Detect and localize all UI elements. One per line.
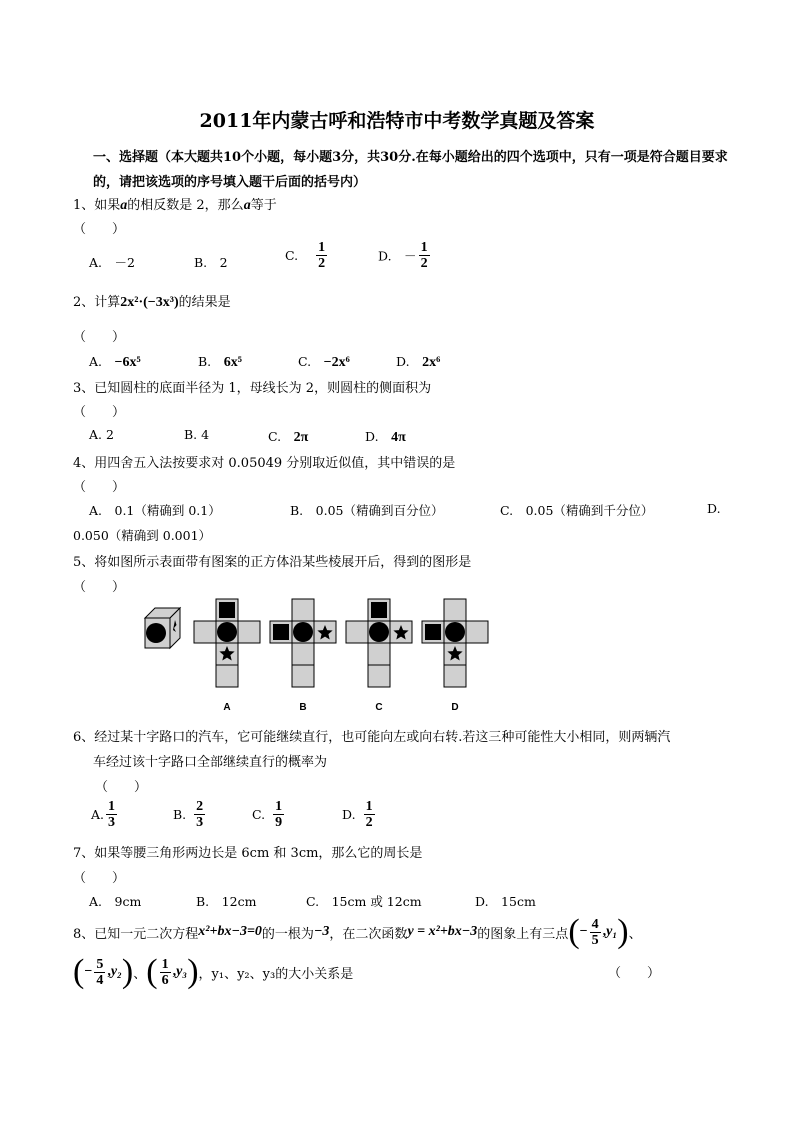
q3-option-c: C. 2π [268,429,309,445]
cube-net-figure [140,596,500,716]
net-c [346,599,412,687]
q2-option-a: A. −6x⁵ [89,354,141,370]
q7-option-c: C. 15cm 或 12cm [306,894,422,909]
question-1: 1、如果a的相反数是 2，那么a等于 [73,198,277,213]
q2-option-c: C. −2x⁶ [298,354,350,370]
answer-paren: （ ） [73,330,126,345]
q2-option-b: B. 6x⁵ [198,354,242,370]
q6-option-c: C. $\frac{1}{9}$ [252,799,283,830]
answer-paren: （ ） [95,780,148,795]
q3-option-a: A. 2 [89,427,114,442]
net-b [270,599,336,687]
point-3: ( $\frac{1}{6}$ , y₃ ) [146,953,199,990]
q1-option-b: B. 2 [194,255,228,270]
answer-paren: （ ） [73,222,126,237]
answer-paren: （ ） [73,871,126,886]
question-3: 3、已知圆柱的底面半径为 1，母线长为 2，则圆柱的侧面积为 [73,381,432,396]
net-d [422,599,488,687]
page-title: 2011年内蒙古呼和浩特市中考数学真题及答案 [199,110,595,132]
figure-label-b: B [299,702,307,713]
q6-option-b: B. $\frac{2}{3}$ [173,799,204,830]
q6-option-d: D. $\frac{1}{2}$ [342,799,373,830]
question-8-line-2: ( − $\frac{5}{4}$ , y₂ ) 、 ( $\frac{1}{6}$ , y₃ ) ，y₁、y₂、y₃的大小关系是 [73,953,354,990]
point-1: ( − $\frac{4}{5}$ , y₁ ) [568,913,629,950]
q1-option-d: D. － $\frac{1}{2}$ [378,240,428,271]
question-8-line-1: 8、已知一元二次方程 x²+bx−3=0 的一根为 −3 ，在二次函数 y = x²+bx−3 的图象上有三点 ( − $\frac{4}{5}$ , y₁ ) 、 [73,913,642,950]
net-a [194,599,260,687]
q4-option-c: C. 0.05（精确到千分位） [500,503,654,518]
q2-option-d: D. 2x⁶ [396,354,441,370]
cube-icon [145,608,180,648]
q7-option-a: A. 9cm [89,894,142,909]
q3-option-b: B. 4 [184,427,210,442]
question-7: 7、如果等腰三角形两边长是 6cm 和 3cm，那么它的周长是 [73,846,423,861]
q4-option-d-text: 0.050（精确到 0.001） [73,528,212,543]
q4-option-d: D. [707,501,721,516]
q7-option-d: D. 15cm [475,894,536,909]
point-2: ( − $\frac{5}{4}$ , y₂ ) [73,953,134,990]
answer-paren: （ ） [73,580,126,595]
answer-paren: （ ） [73,405,126,420]
figure-label-d: D [451,702,459,713]
question-4: 4、用四舍五入法按要求对 0.05049 分别取近似值，其中错误的是 [73,456,456,471]
question-2: 2、计算2x²·(−3x³)的结果是 [73,295,231,310]
q1-option-c: C. $\frac{1}{2}$ [285,240,326,271]
q4-option-a: A. 0.1（精确到 0.1） [89,503,221,518]
q4-option-b: B. 0.05（精确到百分位） [290,503,444,518]
figure-label-a: A [223,702,231,713]
q3-option-d: D. 4π [365,429,406,445]
figure-label-c: C [375,702,383,713]
section-heading: 一、选择题（本大题共10个小题，每小题3分，共30分.在每小题给出的四个选项中，只有一项是符合题目要求的，请把该选项的序号填入题干后面的括号内） [93,150,728,190]
q6-option-a: A. $\frac{1}{3}$ [91,799,116,830]
q7-option-b: B. 12cm [196,894,257,909]
answer-paren: （ ） [73,480,126,495]
answer-paren: （ ） [608,966,661,981]
question-6-line-2: 车经过该十字路口全部继续直行的概率为 [93,755,328,770]
question-5: 5、将如图所示表面带有图案的正方体沿某些棱展开后，得到的图形是 [73,555,472,570]
q1-option-a: A. －2 [89,255,135,270]
question-6-line-1: 6、经过某十字路口的汽车，它可能继续直行，也可能向左或向右转.若这三种可能性大小相同，则两辆汽 [73,730,671,745]
